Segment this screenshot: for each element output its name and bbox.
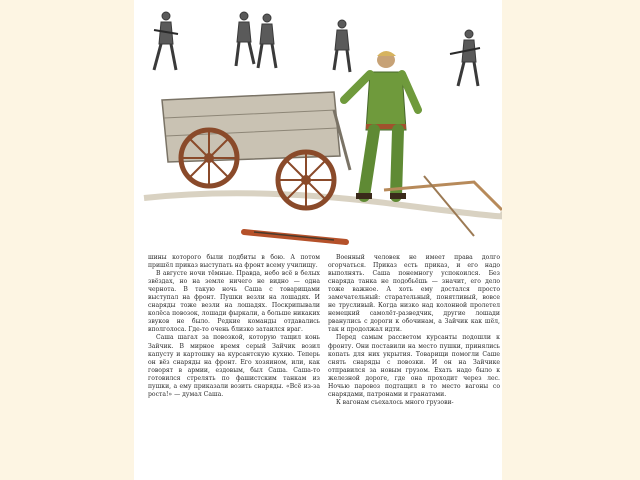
soldiers-cart-boy-illustration	[134, 0, 502, 252]
soldier-figure	[258, 14, 276, 68]
paragraph: Военный человек не имеет права долго огорчаться. Приказ есть приказ, и его надо выполнять. Саша понемногу успокоился. Без снаряда танка не подобьёшь — значит, его дело тоже важное. А хоть ему досталcя просто замечательный: старательный, понятливый, вовсе не трусливый. Когда низко над колонной пролетел немецкий самолёт-разведчик, другие лошади рванулись с дороги к обочинам, а Зайчик как шёл, так и продолжал идти.	[328, 254, 500, 334]
paragraph: Перед самым рассветом курсанты подошли к фронту. Они поставили на место пушки, принялись копать для них укрытия. Товарищи помогли Саше снять снаряды с повозки. И он на Зайчике отправился за новым грузом. Ехать надо было к железной дороге, где она проходит через лес. Ночью паровоз подтащил в то место вагоны со снарядами, патронами и гранатами.	[328, 334, 500, 398]
text-column-left	[148, 254, 320, 399]
soldier-figure	[450, 30, 480, 86]
book-page	[134, 0, 502, 480]
paragraph: В августе ночи тёмные. Правда, небо всё в белых звёздах, но на земле ничего не видно — одна чернота. В такую ночь Саша с товарищами выступал на фронт. Пушки везли на лошадях. И снаряды тоже везли на лошадях. Поскрипывали колёса повозок, лошади фыркали, а больше никаких звуков не было. Редкие команды отдавались вполголоса. Где-то очень близко затаился враг.	[148, 270, 320, 334]
rifle-on-ground	[244, 232, 346, 242]
paragraph: Саша шагал за повозкой, которую тащил конь Зайчик. В мирное время серый Зайчик возил капусту и картошку на курсантскую кухню. Теперь он вёз снаряды на фронт. Его хозяином, или, как говорят в армии, ездовым, был Саша. Саша-то готовился стрелять по фашистским танкам из пушки, а ему приказали возить снаряды. «Всё из-за роста!» — думал Саша.	[148, 334, 320, 398]
soldier-figure	[334, 20, 350, 72]
boy-soldier-figure	[344, 51, 418, 196]
paragraph: шины которого были подбиты в бою. А потом пришёл приказ выступать на фронт всему училищу.	[148, 254, 320, 270]
soldier-figure	[154, 12, 178, 70]
paragraph: К вагонам съехалось много грузови-	[336, 398, 454, 406]
soldier-figure	[236, 12, 254, 66]
text-column-right	[328, 254, 500, 407]
